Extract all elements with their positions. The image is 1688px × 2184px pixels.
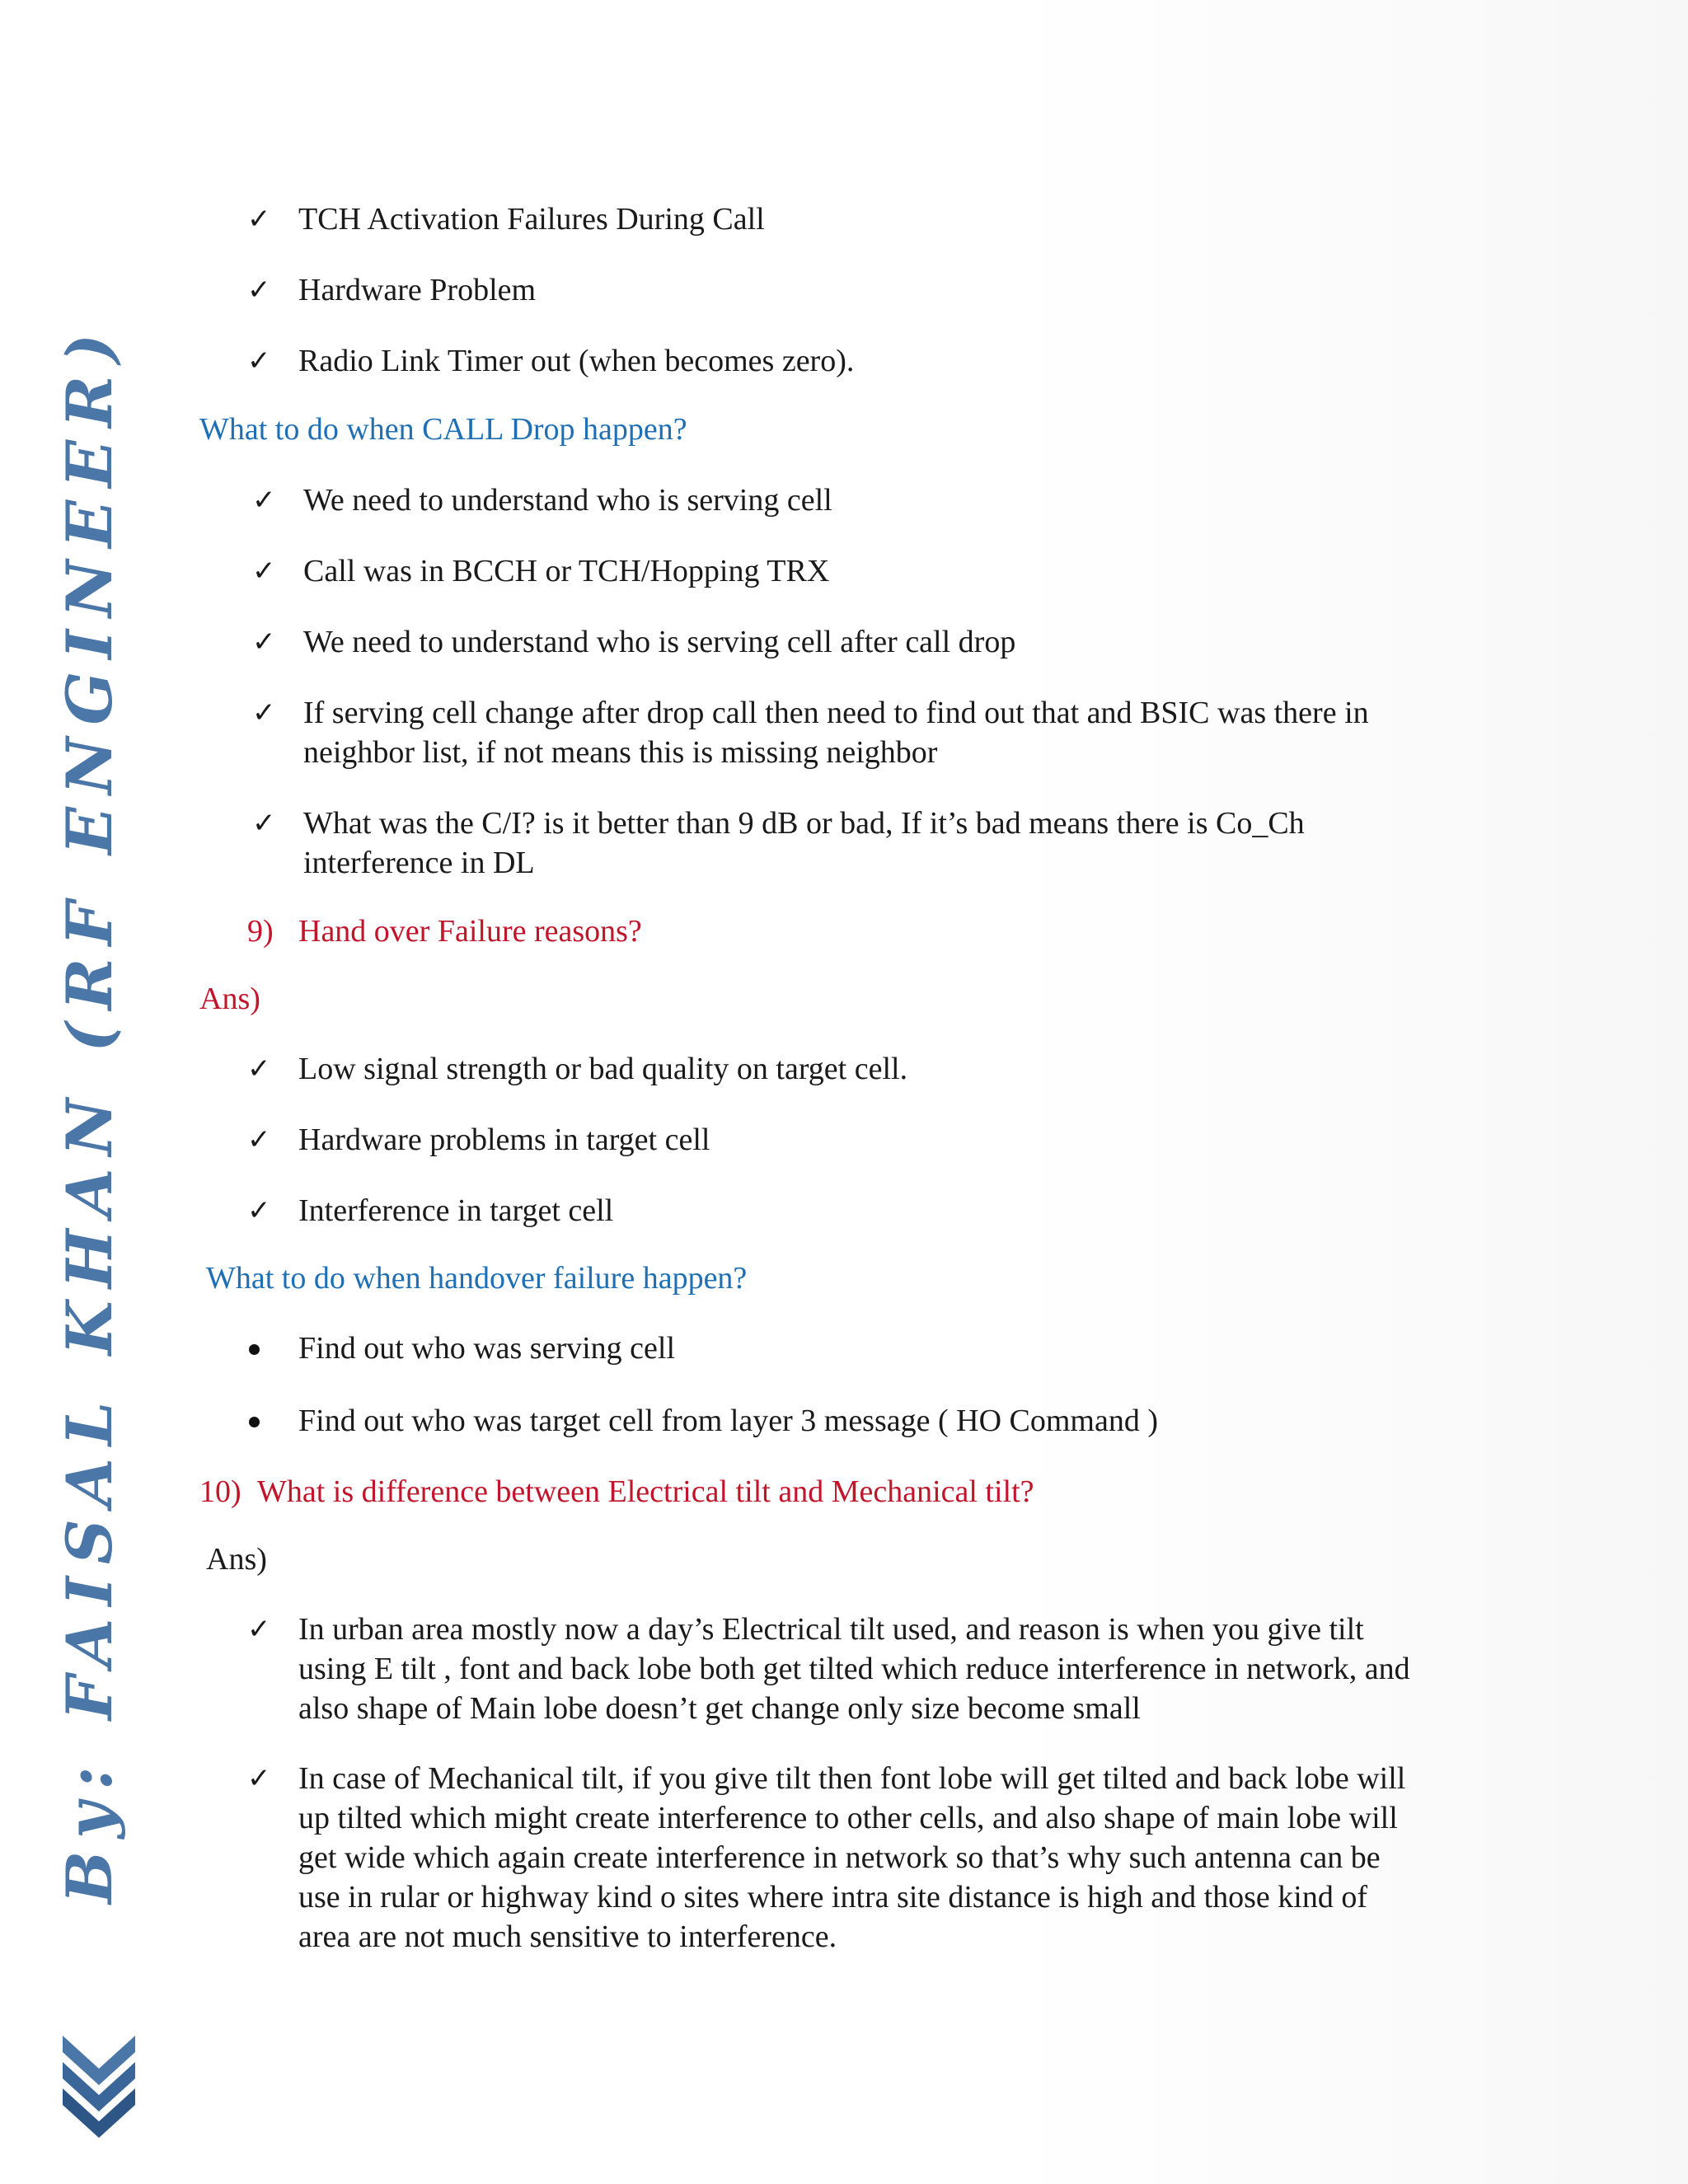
checkmark-icon: ✓ — [247, 1762, 271, 1795]
list-item: TCH Activation Failures During Call — [298, 202, 765, 237]
list-item-line: In urban area mostly now a day’s Electrical tilt used, and reason is when you give tilt — [298, 1612, 1364, 1647]
list-item-line: using E tilt , font and back lobe both get tilted which reduce interference in network, and — [298, 1652, 1410, 1686]
list-item-line: If serving cell change after drop call then need to find out that and BSIC was there in — [303, 696, 1369, 730]
list-item-line: interference in DL — [303, 846, 535, 880]
list-item: We need to understand who is serving cell — [303, 483, 832, 518]
list-item-line: also shape of Main lobe doesn’t get change only size become small — [298, 1691, 1141, 1726]
list-item-line: use in rular or highway kind o sites where intra site distance is high and those kind of — [298, 1880, 1368, 1915]
checkmark-icon: ✓ — [252, 555, 276, 588]
checkmark-icon: ✓ — [247, 1052, 271, 1085]
list-item: Find out who was target cell from layer 3 message ( HO Command ) — [298, 1404, 1159, 1438]
list-item-line: neighbor list, if not means this is missing neighbor — [303, 735, 938, 770]
author-sidebar: By: FAISAL KHAN (RF ENGINEER) — [53, 321, 126, 1904]
checkmark-icon: ✓ — [247, 344, 271, 377]
list-item-line: area are not much sensitive to interference. — [298, 1919, 837, 1954]
list-item: Low signal strength or bad quality on target cell. — [298, 1052, 908, 1086]
question-heading: What is difference between Electrical tilt and Mechanical tilt? — [257, 1474, 1034, 1509]
list-item: Find out who was serving cell — [298, 1331, 676, 1366]
list-item-line: In case of Mechanical tilt, if you give tilt then font lobe will get tilted and back lobe will — [298, 1761, 1406, 1796]
bullet-icon — [249, 1417, 260, 1427]
checkmark-icon: ✓ — [247, 1123, 271, 1156]
section-heading: What to do when handover failure happen? — [206, 1261, 748, 1296]
list-item: We need to understand who is serving cell after call drop — [303, 625, 1016, 659]
checkmark-icon: ✓ — [247, 1194, 271, 1227]
list-item: Radio Link Timer out (when becomes zero). — [298, 344, 855, 378]
checkmark-icon: ✓ — [252, 626, 276, 658]
checkmark-icon: ✓ — [247, 274, 271, 307]
checkmark-icon: ✓ — [252, 484, 276, 517]
list-item: Hardware Problem — [298, 273, 537, 307]
checkmark-icon: ✓ — [252, 807, 276, 840]
checkmark-icon: ✓ — [247, 1613, 271, 1646]
checkmark-icon: ✓ — [252, 696, 276, 729]
list-item-line: What was the C/I? is it better than 9 dB or bad, If it’s bad means there is Co_Ch — [303, 806, 1305, 841]
list-item: Hardware problems in target cell — [298, 1122, 710, 1157]
list-item: Call was in BCCH or TCH/Hopping TRX — [303, 554, 830, 588]
list-item-line: up tilted which might create interference to other cells, and also shape of main lobe will — [298, 1801, 1398, 1835]
answer-label: Ans) — [206, 1542, 267, 1577]
list-item: Interference in target cell — [298, 1193, 614, 1228]
list-item-line: get wide which again create interference in network so that’s why such antenna can be — [298, 1840, 1381, 1875]
question-heading: Hand over Failure reasons? — [298, 914, 642, 949]
question-number: 9) — [247, 914, 274, 949]
answer-label: Ans) — [199, 982, 260, 1016]
question-number: 10) — [199, 1474, 241, 1509]
section-heading: What to do when CALL Drop happen? — [199, 412, 687, 447]
checkmark-icon: ✓ — [247, 203, 271, 236]
chevron-down-icon — [59, 2032, 138, 2139]
bullet-icon — [249, 1344, 260, 1355]
